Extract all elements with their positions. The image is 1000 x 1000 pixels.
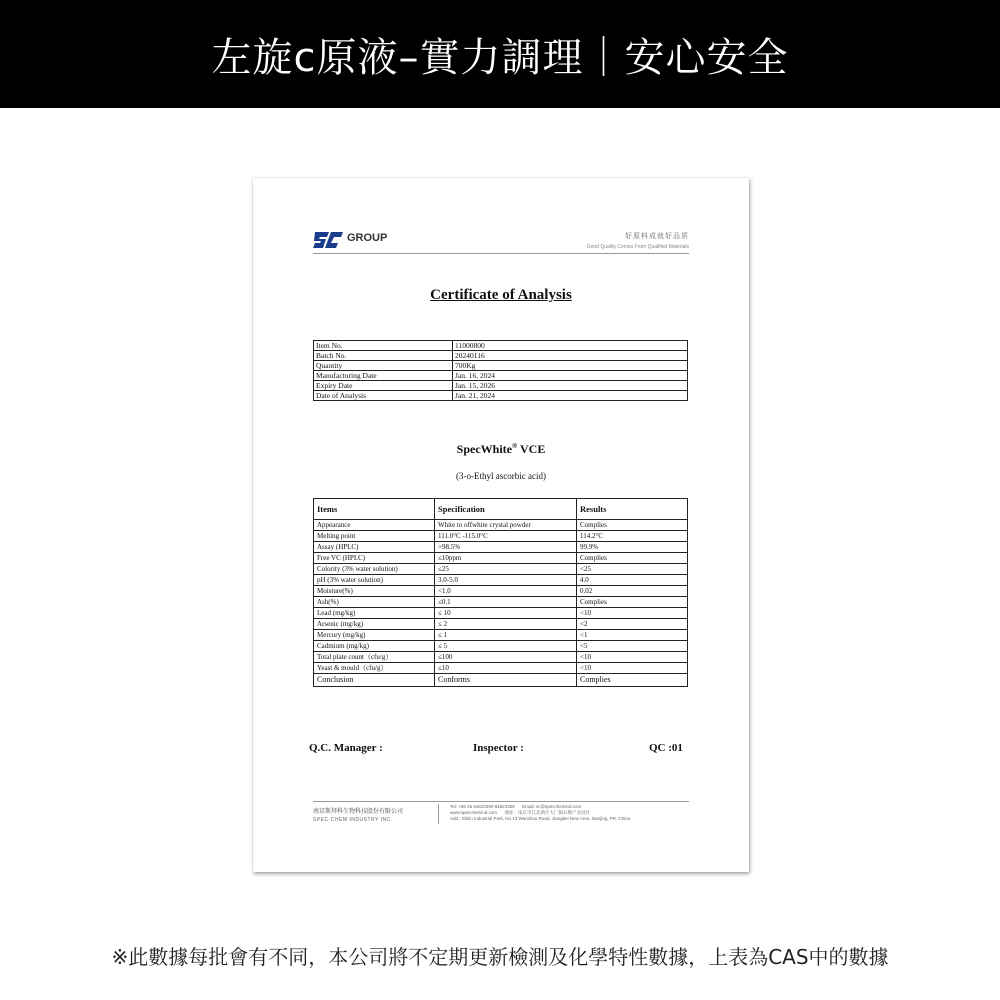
info-row [314,391,688,401]
spec-row [314,652,688,663]
info-value: 20240116 [453,351,688,361]
product-chemical-name: (3-o-Ethyl ascorbic acid) [456,471,546,481]
sc-group-logo [313,228,403,256]
info-row [314,361,688,371]
info-value: 700Kg [453,361,688,371]
spec-item: Moisture(%) [314,586,435,597]
spec-result: 99.9% [577,542,688,553]
spec-row [314,553,688,564]
footer-email: Email: sc@specchemind.com [522,804,582,809]
specification-table [313,498,688,687]
spec-result: Complies [577,553,688,564]
qc-number: QC :01 [649,742,683,754]
spec-result: <10 [577,652,688,663]
coa-document [253,178,749,872]
spec-specification: ≤10ppm [435,553,577,564]
conclusion-spec: Conforms [435,674,577,687]
info-value: Jan. 16, 2024 [453,371,688,381]
spec-specification: 111.0°C -115.0°C [435,531,577,542]
spec-specification: ≤100 [435,652,577,663]
spec-item: Colority (3% water solution) [314,564,435,575]
info-label: Expiry Date [314,381,453,391]
spec-item: Lead (mg/kg) [314,608,435,619]
spec-result: <10 [577,663,688,674]
spec-item: Melting point [314,531,435,542]
info-row [314,381,688,391]
footer-company-zh: 南京斯拜科生物科技股份有限公司 [313,808,404,815]
spec-item: Assay (HPLC) [314,542,435,553]
spec-result: <5 [577,641,688,652]
batch-info-table [313,340,688,401]
spec-result: Complies [577,597,688,608]
footer-company-en: SPEC-CHEM INDUSTRY INC. [313,817,393,823]
inspector-label: Inspector : [473,742,524,754]
spec-result: <1 [577,630,688,641]
info-value: Jan. 15, 2026 [453,381,688,391]
registered-mark: ® [511,442,518,450]
header-specification: Specification [435,499,577,520]
info-row [314,341,688,351]
conclusion-row [314,674,688,687]
info-value: 11000800 [453,341,688,351]
footer-tel: Tel: +86 25 84523390 84523359 [450,804,515,809]
spec-specification: ≤ 2 [435,619,577,630]
spec-item: Appearance [314,520,435,531]
spec-item: Yeast & mould（cfu/g） [314,663,435,674]
info-label: Item No. [314,341,453,351]
spec-row [314,608,688,619]
spec-specification: ≤0.1 [435,597,577,608]
tagline-en: Good Quality Comes From Qualified Materials [586,244,689,250]
banner [0,0,1000,108]
spec-item: pH (3% water solution) [314,575,435,586]
header-items: Items [314,499,435,520]
spec-row [314,663,688,674]
qc-manager-label: Q.C. Manager : [309,742,383,754]
spec-specification: ≤ 5 [435,641,577,652]
info-label: Quantity [314,361,453,371]
conclusion-result: Complies [577,674,688,687]
spec-row [314,575,688,586]
header-divider [313,253,689,254]
spec-item: Ash(%) [314,597,435,608]
spec-row [314,531,688,542]
spec-result: 114.2°C [577,531,688,542]
product-suffix: VCE [517,442,546,456]
spec-row [314,597,688,608]
footer-address-zh: 地址：南京市江北新区大厂镇石佛产业园区 [504,810,591,815]
spec-result: <2 [577,619,688,630]
info-label: Date of Analysis [314,391,453,401]
footer-contact [450,804,630,822]
spec-item: Arsenic (mg/kg) [314,619,435,630]
spec-result: Complies [577,520,688,531]
spec-header-row [314,499,688,520]
footer-divider [313,801,689,802]
product-name [253,442,749,457]
spec-item: Cadmium (mg/kg) [314,641,435,652]
logo-group-text: GROUP [347,232,388,244]
sc-logo-icon [313,228,345,254]
spec-row [314,564,688,575]
spec-specification: <1.0 [435,586,577,597]
footer-address-en: Add.: Shilin Industrial Park, No.13 Wanshou Road, Jiangbei New Area, Nanjing, PR. China [450,816,631,821]
spec-specification: ≤25 [435,564,577,575]
footer-separator [438,804,439,824]
spec-specification: White to offwhite crystal powder [435,520,577,531]
footnote: ※此數據每批會有不同，本公司將不定期更新檢測及化學特性數據，上表為CAS中的數據 [111,945,889,969]
spec-specification: ≤ 1 [435,630,577,641]
conclusion-label: Conclusion [314,674,435,687]
spec-item: Mercury (mg/kg) [314,630,435,641]
spec-item: Free VC (HPLC) [314,553,435,564]
spec-item: Total plate count（cfu/g） [314,652,435,663]
banner-title: 左旋c原液–實力調理｜安心安全 [211,34,789,81]
spec-result: 4.0 [577,575,688,586]
info-value: Jan. 21, 2024 [453,391,688,401]
header-results: Results [577,499,688,520]
document-title: Certificate of Analysis [430,287,572,303]
spec-row [314,630,688,641]
info-row [314,371,688,381]
spec-result: <25 [577,564,688,575]
spec-specification: ≤10 [435,663,577,674]
spec-row [314,542,688,553]
spec-specification: 3.0-5.0 [435,575,577,586]
spec-row [314,520,688,531]
spec-result: 0.02 [577,586,688,597]
product-brand: SpecWhite [456,442,512,456]
spec-specification: ≤ 10 [435,608,577,619]
info-label: Batch No. [314,351,453,361]
info-label: Manufacturing Date [314,371,453,381]
spec-row [314,619,688,630]
spec-row [314,641,688,652]
info-row [314,351,688,361]
spec-specification: >98.5% [435,542,577,553]
spec-row [314,586,688,597]
footer-web: www.specchemind.com [450,810,498,815]
tagline-zh: 好原料成就好品质 [625,232,689,240]
spec-result: <10 [577,608,688,619]
